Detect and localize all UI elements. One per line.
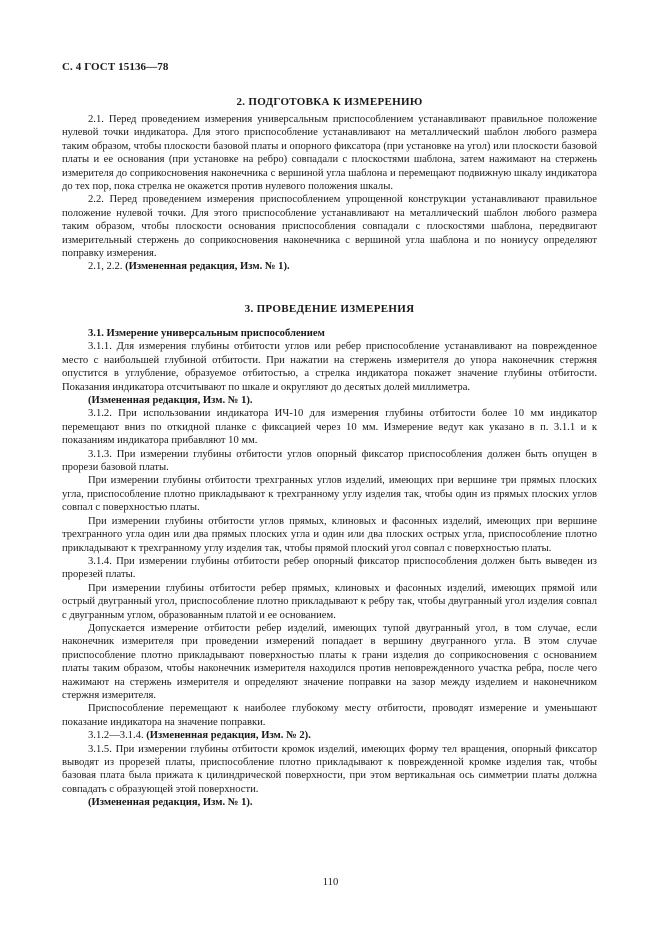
paragraph-3-1-3-b: При измерении глубины отбитости трехгранных углов изделий, имеющих при вершине три прямых плоских угла, приспособление плотно прикладывают к трехгранному углу изделия так, чтобы один из прямых плоских углов совпал с поверхностью платы. — [62, 475, 597, 514]
paragraph-2-1: 2.1. Перед проведением измерения универсальным приспособлением устанавливают правильное положение нулевой точки индикатора. Для этого приспособление устанавливают на металлический шаблон любого размера таким образом, чтобы плоскости базовой платы и опорного фиксатора (при установке на угол) или плоскости базовой платы и ее основания (при установке на ребро) совпадали с плоскостями шаблона, затем нажимают на стержень измерителя до соприкосновения наконечника с вершиной угла шаблона и перемещают подвижную шкалу индикатора до тех пор, пока стрелка не окажется против нулевого положения шкалы. — [62, 114, 597, 193]
section-3-title: 3. ПРОВЕДЕНИЕ ИЗМЕРЕНИЯ — [244, 303, 415, 315]
paragraph-3-1-1: 3.1.1. Для измерения глубины отбитости углов или ребер приспособление устанавливают на поврежденное место с наибольшей глубиной отбитости. При нажатии на стержень измерителя до упора наконечник стержня опустится в углубление, образуемое отбитостью, а стрелка индикатора покажет значение глубины отбитости. Показания индикатора отсчитывают по шкале и округляют до десятых долей миллиметра. — [62, 341, 597, 393]
paragraph-3-1-4-c: Допускается измерение отбитости ребер изделий, имеющих тупой двугранный угол, в том случае, если наконечник измерителя при проведении измерений попадает в вершину двугранного угла. В этом случае приспособление плотно прикладывают поверхностью платы к грани изделия до соприкосновения с основанием платы таким образом, чтобы наконечник измерителя находился против неповрежденного участка ребра, после чего нажимают на стержень измерителя и определяют значение поправки на зазор между изделием и наконечником стержня измерителя. — [62, 622, 597, 701]
section-2-body — [62, 113, 597, 274]
paragraph-3-1-4-d: Приспособление перемещают к наиболее глубокому месту отбитости, проводят измерение и уменьшают показание индикатора на значение поправки. — [62, 703, 597, 728]
paragraph-3-1-3-c: При измерении глубины отбитости углов прямых, клиновых и фасонных изделий, имеющих при вершине трехгранного угла один или два прямых плоских угла и один или два плоских острых угла, приспособление плотно прикладывают к трехгранному углу изделия так, чтобы прямой плоский угол совпал с поверхностью платы. — [62, 515, 597, 554]
amendment-ref: 2.1, 2.2. — [88, 261, 123, 273]
amendment-text: (Измененная редакция, Изм. № 2). — [146, 730, 311, 742]
section-2-title: 2. ПОДГОТОВКА К ИЗМЕРЕНИЮ — [236, 96, 423, 108]
paragraph-2-2: 2.2. Перед проведением измерения приспособлением упрощенной конструкции устанавливают правильное положение нулевой точки. Для этого приспособление устанавливают на металлический шаблон любого размера таким образом, чтобы плоскости основания приспособления совпадали с плоскостями шаблона, передвигают измерительный стержень до соприкосновения наконечника с вершиной угла шаблона и по нониусу определяют поправку измерения. — [62, 194, 597, 260]
amendment-note-2 — [62, 260, 597, 273]
paragraph-3-1-5: 3.1.5. При измерении глубины отбитости кромок изделий, имеющих форму тел вращения, опорный фиксатор выводят из прорезей платы, приспособление плотно прикладывают к поврежденной кромке изделия так, чтобы базовая плата была прижата к цилиндрической поверхности, при этом вертикальная ось симметрии платы должна совпадать с образующей этой поверхности. — [62, 743, 597, 795]
amendment-ref: 3.1.2—3.1.4. — [88, 730, 144, 742]
section-3-body — [62, 327, 597, 810]
subsection-3-1-title: 3.1. Измерение универсальным приспособлением — [88, 328, 325, 339]
running-head: С. 4 ГОСТ 15136—78 — [62, 61, 169, 73]
amendment-text: (Измененная редакция, Изм. № 1). — [125, 261, 290, 273]
paragraph-3-1-4: 3.1.4. При измерении глубины отбитости ребер опорный фиксатор приспособления должен быть выведен из прорезей платы. — [62, 555, 597, 581]
amendment-note-3-1-5: (Измененная редакция, Изм. № 1). — [88, 797, 253, 809]
paragraph-3-1-3: 3.1.3. При измерении глубины отбитости углов опорный фиксатор приспособления должен быть опущен в прорези базовой платы. — [62, 448, 597, 474]
amendment-note-3-1-1: (Измененная редакция, Изм. № 1). — [88, 395, 253, 407]
page-number: 110 — [322, 877, 339, 888]
paragraph-3-1-4-b: При измерении глубины отбитости ребер прямых, клиновых и фасонных изделий, имеющих прямой или острый двугранный угол, приспособление плотно прикладывают к ребру так, чтобы двугранный угол изделия совпал с двугранным углом, образованным платой и ее основанием. — [62, 582, 597, 621]
paragraph-3-1-2: 3.1.2. При использовании индикатора ИЧ-10 для измерения глубины отбитости более 10 мм индикатор перемещают вниз по откидной планке с фиксацией через 10 мм. Измерение ведут как указано в п. 3.1.1 и к показаниям индикатора прибавляют 10 мм. — [62, 408, 597, 447]
amendment-note-3-1-2-3-1-4 — [62, 729, 597, 742]
